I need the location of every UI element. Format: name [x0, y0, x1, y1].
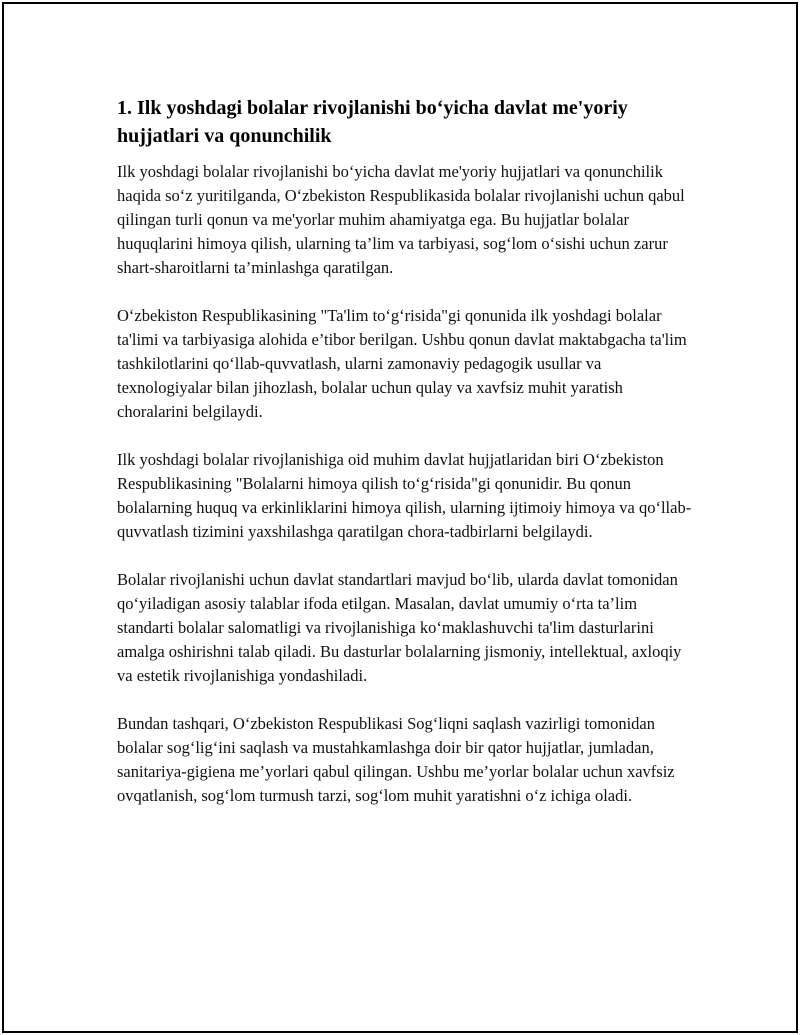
document-body: [117, 94, 692, 832]
paragraph-4: Bolalar rivojlanishi uchun davlat standartlari mavjud bo‘lib, ularda davlat tomonidan qo‘yiladigan asosiy talablar ifoda etilgan. Masalan, davlat umumiy o‘rta ta’lim standarti bolalar salomatligi va rivojlanishiga ko‘maklashuvchi ta'lim dasturlarini amalga oshirishni talab qiladi. Bu dasturlar bolalarning jismoniy, intellektual, axloqiy va estetik rivojlanishiga yondashiladi.: [117, 570, 682, 685]
paragraph-1: Ilk yoshdagi bolalar rivojlanishi bo‘yicha davlat me'yoriy hujjatlari va qonunchilik haqida so‘z yuritilganda, O‘zbekiston Respublikasida bolalar rivojlanishi uchun qabul qilingan turli qonun va me'yorlar muhim ahamiyatga ega. Bu hujjatlar bolalar huquqlarini himoya qilish, ularning ta’lim va tarbiyasi, sog‘lom o‘sishi uchun zarur shart-sharoitlarni ta’minlashga qaratilgan.: [117, 162, 685, 277]
paragraph-3: Ilk yoshdagi bolalar rivojlanishiga oid muhim davlat hujjatlaridan biri O‘zbekiston Respublikasining "Bolalarni himoya qilish to‘g‘risida"gi qonunidir. Bu qonun bolalarning huquq va erkinliklarini himoya qilish, ularning ijtimoiy himoya va qo‘llab-quvvatlash tizimini yaxshilashga qaratilgan chora-tadbirlarni belgilaydi.: [117, 450, 692, 541]
section-heading: 1. Ilk yoshdagi bolalar rivojlanishi bo‘yicha davlat me'yoriy hujjatlari va qonunchilik: [117, 97, 628, 147]
paragraph-2: O‘zbekiston Respublikasining "Ta'lim to‘g‘risida"gi qonunida ilk yoshdagi bolalar ta'limi va tarbiyasiga alohida e’tibor berilgan. Ushbu qonun davlat maktabgacha ta'lim tashkilotlarini qo‘llab-quvvatlash, ularni zamonaviy pedagogik usullar va texnologiyalar bilan jihozlash, bolalar uchun qulay va xavfsiz muhit yaratish choralarini belgilaydi.: [117, 306, 687, 421]
paragraph-5: Bundan tashqari, O‘zbekiston Respublikasi Sog‘liqni saqlash vazirligi tomonidan bolalar sog‘lig‘ini saqlash va mustahkamlashga doir bir qator hujjatlar, jumladan, sanitariya-gigiena me’yorlari qabul qilingan. Ushbu me’yorlar bolalar uchun xavfsiz ovqatlanish, sog‘lom turmush tarzi, sog‘lom muhit yaratishni o‘z ichiga oladi.: [117, 714, 675, 805]
